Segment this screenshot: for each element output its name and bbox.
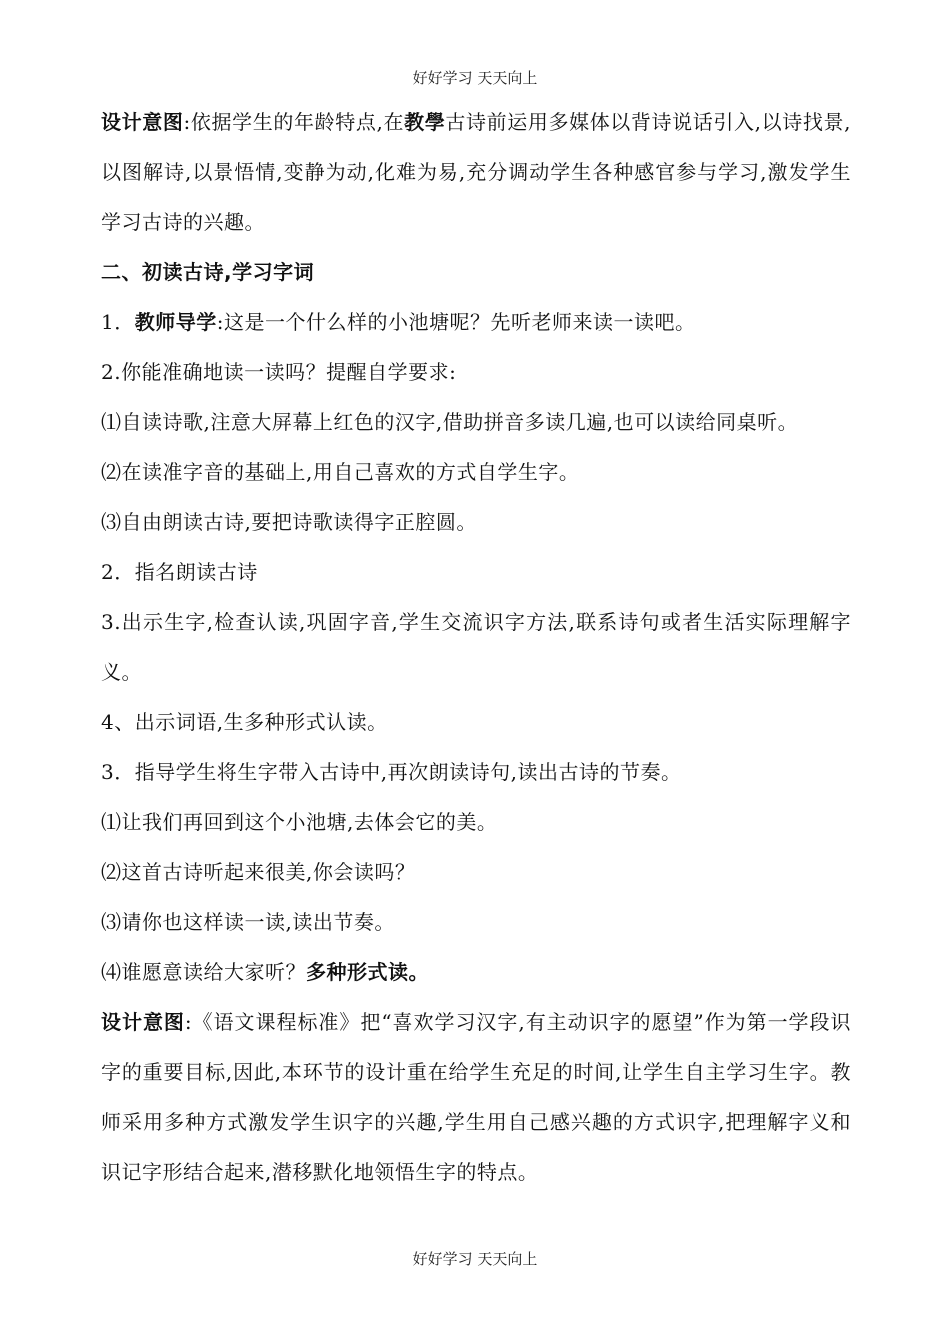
step-3-paragraph: 3.出示生字,检查认读,巩固字音,学生交流识字方法,联系诗句或者生活实际理解字义。 [101,610,851,684]
step-4-paragraph: 4、出示词语,生多种形式认读。 [101,710,388,734]
sub-item-1: ⑴自读诗歌,注意大屏幕上红色的汉字,借助拼音多读几遍,也可以读给同桌听。 [101,410,799,434]
bold-term: 教學 [404,110,446,134]
step-2b-paragraph: 2．指名朗读古诗 [101,560,258,584]
section-heading: 二、初读古诗,学习字词 [101,260,315,284]
design-intent-paragraph-1 [101,97,851,247]
paragraph-text: 古诗前运用多媒体以背诗说话引入,以诗找景,以图解诗,以景悟情,变静为动,化难为易,充分调动学生各种感官参与学习,激发学生学习古诗的兴趣。 [101,110,852,234]
step-2-paragraph: 2.你能准确地读一读吗？提醒自学要求: [101,360,457,384]
sub-item-1b: ⑴让我们再回到这个小池塘,去体会它的美。 [101,810,498,834]
design-intent-paragraph-2 [101,997,851,1197]
design-intent-label: 设计意图 [101,110,184,134]
step-number: 1． [101,310,135,334]
teacher-guide-label: 教师导学 [134,310,217,334]
page-footer: 好好学习 天天向上 [412,1250,538,1268]
bold-phrase: 多种形式读。 [306,960,429,984]
sub-item-3b: ⑶请你也这样读一读,读出节奏。 [101,910,395,934]
step-1-paragraph [101,297,851,347]
sub-item-4b [101,947,851,997]
paragraph-text: :这是一个什么样的小池塘呢？先听老师来读一读吧。 [216,310,696,334]
document-body [101,97,851,1197]
design-intent-label: 设计意图 [101,1010,185,1034]
sub-item-2b: ⑵这首古诗听起来很美,你会读吗？ [101,860,416,884]
paragraph-text: :《语文课程标准》把“喜欢学习汉字,有主动识字的愿望”作为第一学段识字的重要目标,因此,本环节的设计重在给学生充足的时间,让学生自主学习生字。教师采用多种方式激发学生识字的兴趣,学生用自己感兴趣的方式识字,把理解字义和识记字形结合起来,潜移默化地领悟生字的特点。 [101,1010,852,1184]
sub-item-2: ⑵在读准字音的基础上,用自己喜欢的方式自学生字。 [101,460,580,484]
page-header: 好好学习 天天向上 [412,69,538,87]
paragraph-text: ⑷谁愿意读给大家听？ [101,960,306,984]
step-3b-paragraph: 3．指导学生将生字带入古诗中,再次朗读诗句,读出古诗的节奏。 [101,760,682,784]
paragraph-text: :依据学生的年龄特点,在 [183,110,405,134]
sub-item-3: ⑶自由朗读古诗,要把诗歌读得字正腔圆。 [101,510,477,534]
